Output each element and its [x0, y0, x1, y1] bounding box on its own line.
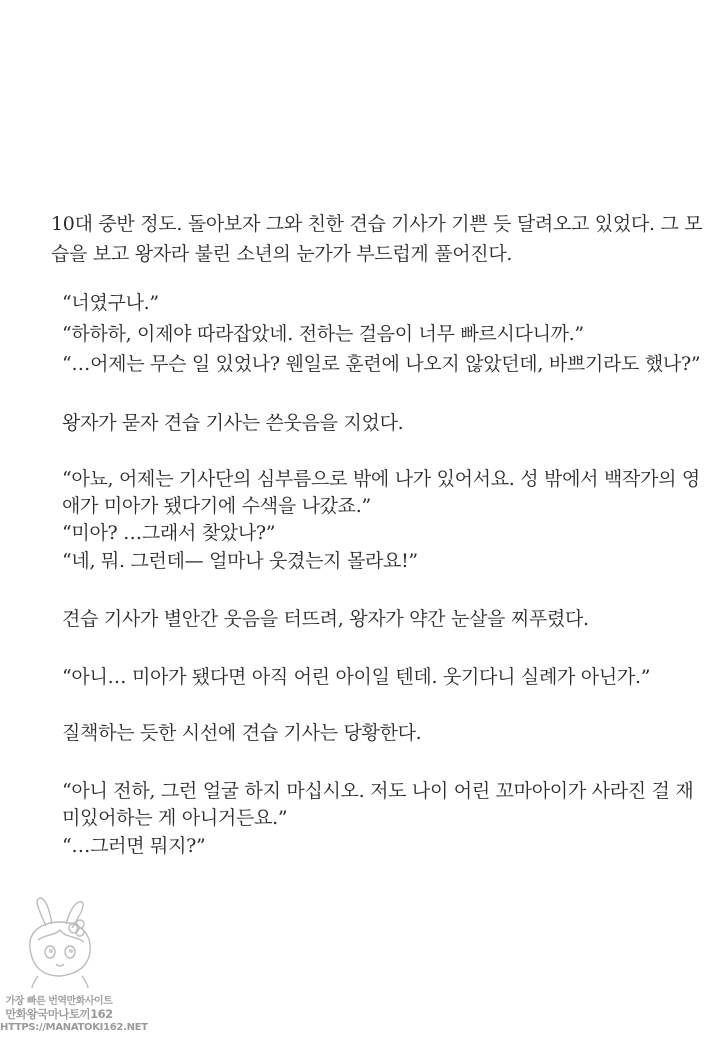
- dialogue-line: “너였구나.”: [62, 292, 159, 314]
- narration-line: 왕자가 묻자 견습 기사는 쓴웃음을 지었다.: [62, 412, 404, 434]
- narration-line: 질책하는 듯한 시선에 견습 기사는 당황한다.: [62, 722, 422, 744]
- dialogue-line: “하하하, 이제야 따라잡았네. 전하는 걸음이 너무 빠르시다니까.”: [62, 323, 584, 345]
- dialogue-line: 애가 미아가 됐다기에 수색을 나갔죠.”: [62, 495, 371, 517]
- dialogue-line: 미있어하는 게 아니거든요.”: [62, 807, 288, 829]
- text-line: 10대 중반 정도. 돌아보자 그와 친한 견습 기사가 기쁜 듯 달려오고 있었다. 그 모: [51, 213, 703, 235]
- site-watermark: [0, 896, 148, 1038]
- watermark-tagline: 가장 빠른 번역만화사이트: [5, 996, 113, 1007]
- narration-line: 견습 기사가 별안간 웃음을 터뜨려, 왕자가 약간 눈살을 찌푸렸다.: [62, 608, 589, 630]
- dialogue-line: “네, 뭐. 그런데— 얼마나 웃겼는지 몰라요!”: [62, 550, 418, 572]
- dialogue-line: “…그러면 뭐지?”: [62, 835, 206, 857]
- dialogue-line: “아뇨, 어제는 기사단의 심부름으로 밖에 나가 있어서요. 성 밖에서 백작가의 영: [62, 468, 700, 490]
- watermark-site-name: 만화왕국마나토끼162: [5, 1007, 113, 1021]
- dialogue-line: “…어제는 무슨 일 있었나? 웬일로 훈련에 나오지 않았던데, 바쁘기라도 했나?”: [62, 353, 701, 375]
- bunny-mascot-icon: [8, 896, 108, 988]
- watermark-url: HTTPS://MANATOKI162.NET: [0, 1022, 148, 1033]
- dialogue-line: “아니… 미아가 됐다면 아직 어린 아이일 텐데. 웃기다니 실례가 아닌가.”: [62, 666, 651, 688]
- dialogue-line: “미아? …그래서 찾았나?”: [62, 522, 276, 544]
- text-line: 습을 보고 왕자라 불린 소년의 눈가가 부드럽게 풀어진다.: [51, 243, 513, 265]
- dialogue-line: “아니 전하, 그런 얼굴 하지 마십시오. 저도 나이 어린 꼬마아이가 사라진 걸 재: [62, 780, 694, 802]
